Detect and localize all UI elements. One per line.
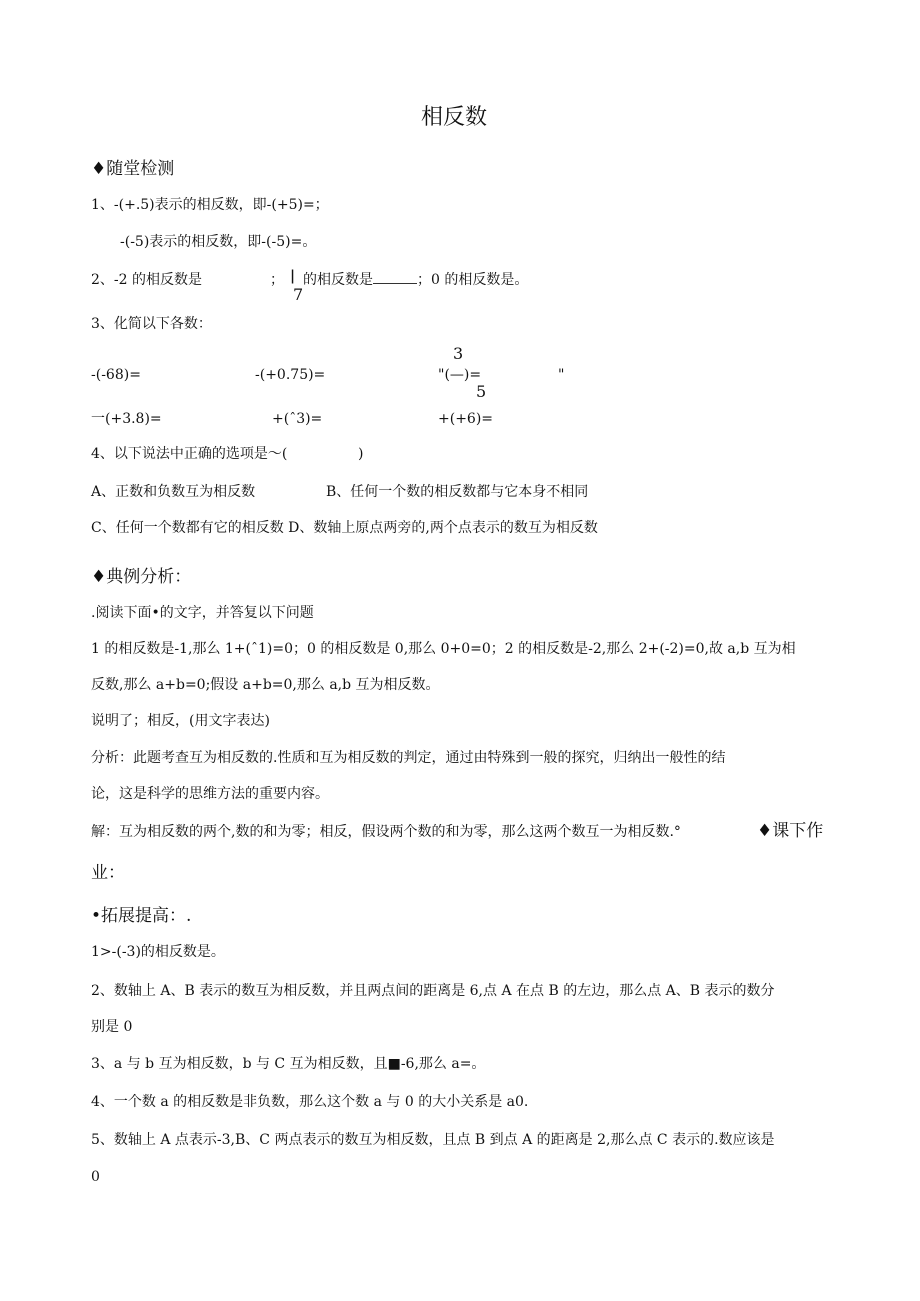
extend-question-2-line-1: 2、数轴上 A、B 表示的数互为相反数，并且两点间的距离是 6,点 A 在点 B 的左边，那么点 A、B 表示的数分 [91, 983, 775, 999]
question-2-fraction-numerator: | [290, 268, 296, 284]
extend-question-1: 1>-(-3)的相反数是。 [91, 944, 225, 960]
section-heading-extend: •拓展提高：. [91, 906, 192, 926]
question-4-option-a: A、正数和负数互为相反数 [91, 484, 256, 500]
homework-heading-part-2: 业： [91, 863, 125, 883]
question-3-item-d: 一(+3.8)= [91, 411, 162, 427]
question-4-heading: 4、以下说法中正确的选项是～( [91, 446, 288, 462]
question-3-item-a: -(-68)= [91, 367, 141, 383]
question-2-part-3: ；0 的相反数是。 [417, 272, 529, 288]
extend-question-3: 3、a 与 b 互为相反数，b 与 C 互为相反数，且■-6,那么 a=。 [91, 1056, 486, 1072]
question-4-option-c-d: C、任何一个数都有它的相反数 D、数轴上原点两旁的,两个点表示的数互为相反数 [91, 520, 598, 536]
question-2-semicolon: ； [270, 272, 284, 288]
question-2-fraction-denominator: 7 [293, 285, 304, 304]
example-paragraph-line-2: 反数,那么 a+b=0;假设 a+b=0,那么 a,b 互为相反数。 [91, 677, 440, 693]
question-2-part-2 [303, 271, 528, 289]
extend-question-2-line-2: 别是 0 [91, 1019, 133, 1035]
example-analysis-line-1: 分析：此题考查互为相反数的.性质和互为相反数的判定，通过由特殊到一般的探究，归纳出一般性的结 [91, 750, 726, 766]
extend-question-5-line-2: 0 [91, 1169, 100, 1185]
question-1-line-1: 1、-(+.5)表示的相反数，即-(+5)=； [91, 197, 329, 213]
example-analysis-line-2: 论，这是科学的思维方法的重要内容。 [91, 786, 329, 802]
extend-question-4: 4、一个数 a 的相反数是非负数，那么这个数 a 与 0 的大小关系是 a0. [91, 1094, 529, 1110]
question-3-item-c-numerator: 3 [453, 344, 464, 363]
question-3-item-b: -(+0.75)= [255, 367, 326, 383]
extend-question-5-line-1: 5、数轴上 A 点表示-3,B、C 两点表示的数互为相反数，且点 B 到点 A 的距离是 2,那么点 C 表示的.数应该是 [91, 1132, 775, 1148]
question-4-close-paren: ) [358, 446, 364, 462]
question-3-item-c-denominator: 5 [476, 382, 487, 401]
question-3-item-f: +(+6)= [438, 411, 494, 427]
example-solution: 解：互为相反数的两个,数的和为零；相反，假设两个数的和为零，那么这两个数互一为相反数.° [91, 824, 681, 840]
answer-blank[interactable] [373, 271, 417, 284]
page-title: 相反数 [421, 105, 488, 130]
section-heading-check: ♦随堂检测 [91, 159, 175, 179]
homework-heading-part-1: ♦课下作 [757, 821, 824, 841]
question-3-item-c: "(—)= [438, 367, 482, 383]
section-heading-example: ♦典例分析： [91, 567, 192, 587]
question-1-line-2: -(-5)表示的相反数，即-(-5)=。 [120, 234, 317, 250]
question-2-part-2-label: 的相反数是 [303, 272, 373, 288]
example-explain: 说明了；相反，(用文字表达) [91, 713, 270, 729]
question-3-heading: 3、化简以下各数： [91, 316, 212, 332]
question-3-item-e: +(ˆ3)= [272, 411, 323, 427]
question-2-part-1: 2、-2 的相反数是 [91, 272, 202, 288]
question-3-item-c-end: " [558, 367, 565, 383]
example-paragraph-line-1: 1 的相反数是-1,那么 1+(ˆ1)=0；0 的相反数是 0,那么 0+0=0；2 的相反数是-2,那么 2+(-2)=0,故 a,b 互为相 [91, 641, 796, 657]
example-intro: .阅读下面•的文字，并答复以下问题 [91, 605, 314, 621]
question-4-option-b: B、任何一个数的相反数都与它本身不相同 [326, 484, 589, 500]
